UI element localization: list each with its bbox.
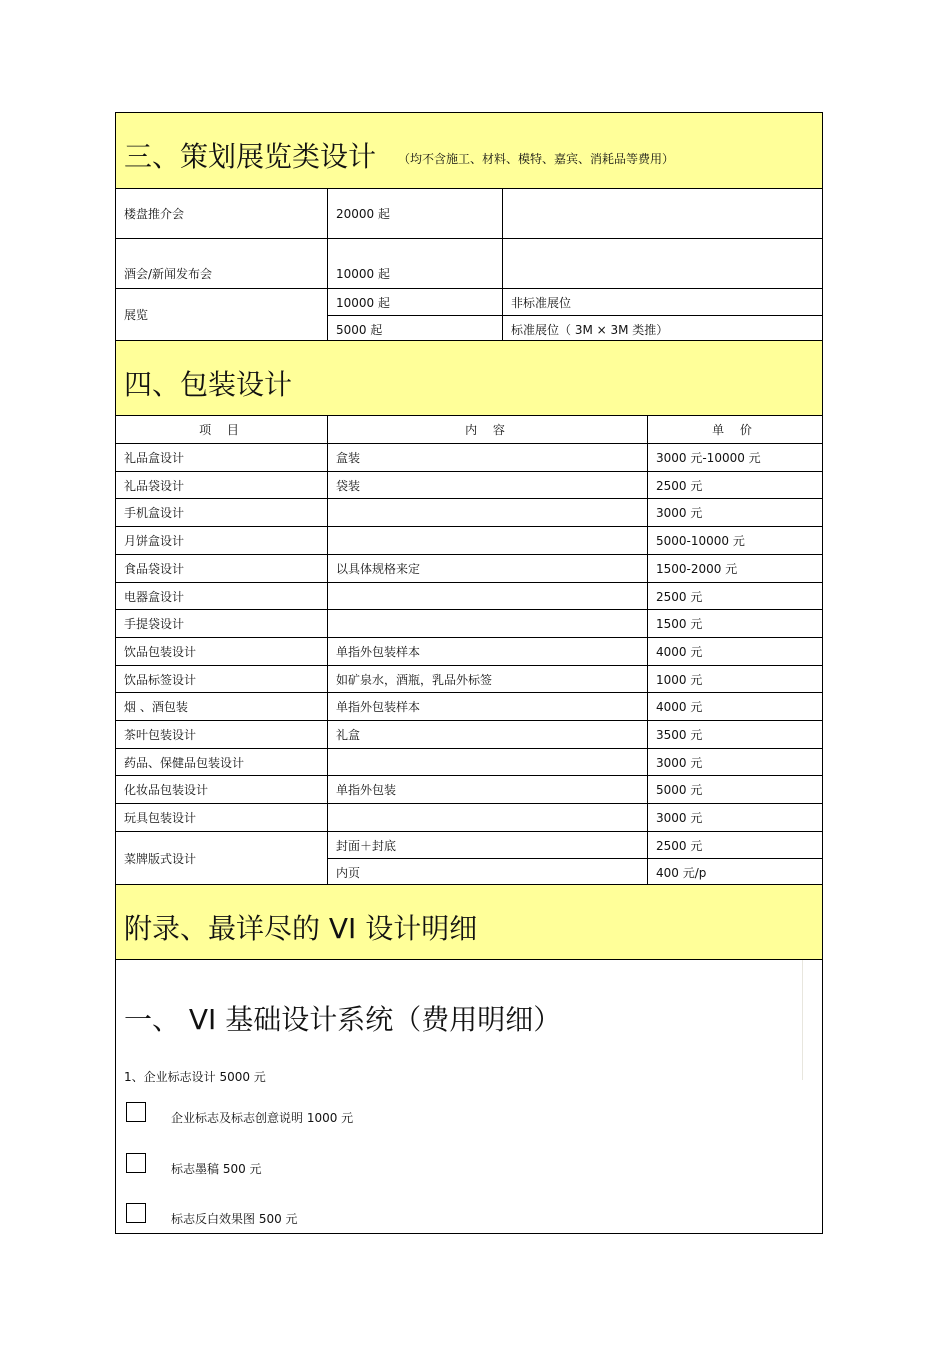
item-cell: 楼盘推介会 <box>124 207 185 221</box>
table-header-row <box>116 416 822 444</box>
table-row-menu <box>116 832 822 885</box>
item-cell: 菜牌版式设计 <box>124 851 197 866</box>
item-cell: 电器盒设计 <box>124 589 185 604</box>
content-cell <box>328 749 648 775</box>
content-cell: 内页 <box>336 865 361 880</box>
price-cell: 1500-2000 元 <box>656 562 738 576</box>
price-cell: 2500 元 <box>656 838 703 853</box>
content-cell: 盒装 <box>336 451 361 465</box>
price-cell: 2500 元 <box>656 478 703 493</box>
section3-title <box>124 135 674 175</box>
table-row <box>116 721 822 749</box>
note-cell: 非标准展位 <box>511 295 572 310</box>
price-cell: 3000 元 <box>656 506 703 520</box>
price-cell: 10000 起 <box>336 267 390 281</box>
section3-header <box>116 113 822 189</box>
table-row <box>116 583 822 610</box>
section3-title-text: 三、策划展览类设计 <box>124 140 377 173</box>
content-cell <box>328 583 648 609</box>
item-cell: 食品袋设计 <box>124 562 185 576</box>
price-cell: 3000 元 <box>656 755 703 770</box>
table-row <box>116 499 822 527</box>
checklist-item: 企业标志及标志创意说明 1000 元 <box>171 1111 354 1125</box>
content-cell <box>328 527 648 554</box>
table-row <box>116 638 822 666</box>
content-cell: 礼盒 <box>336 728 361 742</box>
item-cell: 手提袋设计 <box>124 617 185 631</box>
price-cell: 3000 元-10000 元 <box>656 451 761 465</box>
content-cell: 以具体规格来定 <box>336 562 421 576</box>
content-cell: 单指外包装 <box>336 783 397 797</box>
price-cell: 4000 元 <box>656 700 703 714</box>
price-cell: 1000 元 <box>656 672 703 687</box>
price-cell: 20000 起 <box>336 207 390 221</box>
item-cell: 礼品盒设计 <box>124 451 185 465</box>
section4-title: 四、包装设计 <box>124 368 293 401</box>
content-cell <box>328 610 648 637</box>
table-row-exhibition <box>116 289 822 341</box>
table-row <box>116 693 822 721</box>
note-cell: 标准展位（ 3M × 3M 类推） <box>511 322 669 337</box>
item-cell: 月饼盒设计 <box>124 534 185 548</box>
vi-subtitle: 一、 VI 基础设计系统（费用明细） <box>124 1003 562 1036</box>
table-row <box>116 189 822 239</box>
price-cell: 5000 元 <box>656 783 703 797</box>
header-price: 单 价 <box>712 423 758 437</box>
item-cell: 饮品标签设计 <box>124 672 197 687</box>
checkbox[interactable] <box>126 1153 146 1173</box>
item-cell: 烟 、酒包装 <box>124 700 188 714</box>
item-cell: 酒会/新闻发布会 <box>124 267 213 281</box>
section4-header <box>116 341 822 416</box>
appendix-header <box>116 885 822 960</box>
price-cell: 1500 元 <box>656 617 703 631</box>
content-cell <box>328 804 648 831</box>
header-content: 内 容 <box>465 423 511 437</box>
content-cell: 单指外包装样本 <box>336 645 421 659</box>
table-row <box>116 472 822 499</box>
price-cell: 2500 元 <box>656 589 703 604</box>
checklist-item: 标志墨稿 500 元 <box>171 1162 262 1176</box>
content-cell: 如矿泉水，酒瓶，乳品外标签 <box>336 672 493 687</box>
header-item: 项 目 <box>199 423 245 437</box>
table-row <box>116 239 822 289</box>
item-cell: 礼品袋设计 <box>124 478 185 493</box>
table-row <box>116 555 822 583</box>
price-cell: 400 元/p <box>656 865 707 880</box>
price-cell: 3000 元 <box>656 811 703 825</box>
checkbox[interactable] <box>126 1102 146 1122</box>
price-cell: 5000 起 <box>336 322 383 337</box>
table-row <box>116 749 822 776</box>
table-row <box>116 666 822 693</box>
content-cell <box>328 499 648 526</box>
table-row <box>116 804 822 832</box>
content-cell: 封面＋封底 <box>336 838 397 853</box>
table-row <box>116 444 822 472</box>
vi-section <box>116 960 822 1233</box>
content-cell: 单指外包装样本 <box>336 700 421 714</box>
checklist-item: 标志反白效果图 500 元 <box>171 1212 298 1226</box>
item-cell: 饮品包装设计 <box>124 645 197 659</box>
table-row <box>116 610 822 638</box>
vi-item-1: 1、企业标志设计 5000 元 <box>124 1070 266 1084</box>
price-cell: 3500 元 <box>656 728 703 742</box>
section3-note: （均不含施工、材料、模特、嘉宾、消耗品等费用） <box>398 151 675 166</box>
content-cell: 袋装 <box>336 478 361 493</box>
price-list-frame <box>115 112 823 1234</box>
table-row <box>116 776 822 804</box>
price-cell: 4000 元 <box>656 645 703 659</box>
table-row <box>116 527 822 555</box>
appendix-title: 附录、最详尽的 VI 设计明细 <box>124 912 478 945</box>
price-cell: 5000-10000 元 <box>656 534 745 548</box>
item-cell: 玩具包装设计 <box>124 811 197 825</box>
checkbox[interactable] <box>126 1203 146 1223</box>
item-cell: 茶叶包装设计 <box>124 728 197 742</box>
item-cell: 化妆品包装设计 <box>124 783 209 797</box>
item-cell: 手机盒设计 <box>124 506 185 520</box>
price-cell: 10000 起 <box>336 295 390 310</box>
item-cell: 展览 <box>124 308 149 322</box>
item-cell: 药品、保健品包装设计 <box>124 755 245 770</box>
